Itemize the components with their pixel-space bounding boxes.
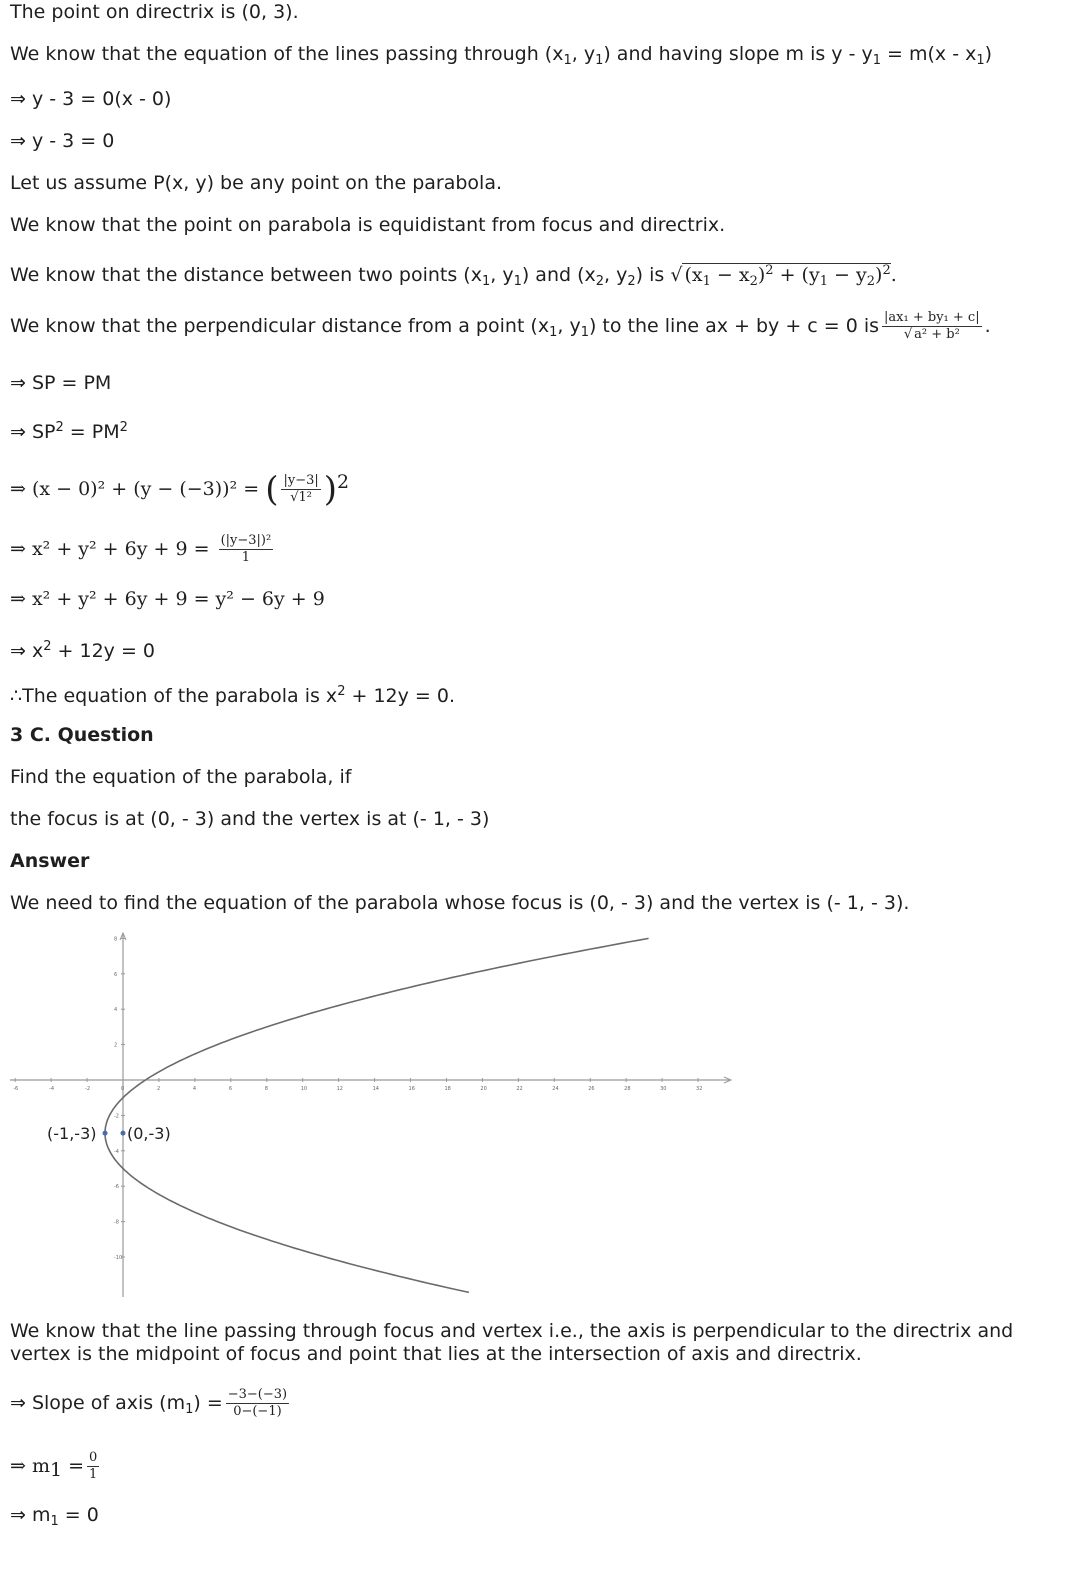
conclusion-line: ∴The equation of the parabola is $x^2 + 12y = 0$. (10, 684, 456, 707)
x-tick-label: -6 (13, 1086, 19, 1092)
text-line: ⇒ y - 3 = 0(x - 0) (10, 88, 172, 110)
text-line: We know that the point on parabola is equidistant from focus and directrix. (10, 214, 726, 236)
parabola-graph (0, 925, 760, 1310)
x-tick-label: 12 (336, 1086, 344, 1092)
slope-line: ⇒ $m_1$ = $\frac{0}{1}$ (10, 1450, 98, 1482)
x-tick-label: 32 (696, 1086, 703, 1092)
text-line: The point on directrix is (0, 3). (10, 1, 299, 23)
x-tick-label: 8 (264, 1086, 268, 1092)
x-tick-label: 20 (480, 1086, 487, 1092)
y-tick-label: -8 (114, 1219, 119, 1226)
text-line: vertex is the midpoint of focus and point that lies at the intersection of axis and directrix. (10, 1343, 862, 1365)
question-heading: 3 C. Question (10, 724, 154, 746)
question-text: the focus is at (0, - 3) and the vertex is at (- 1, - 3) (10, 808, 490, 830)
text-line: We need to find the equation of the parabola whose focus is (0, - 3) and the vertex is (- 1, - 3). (10, 892, 910, 914)
x-tick-label: 0 (121, 1086, 125, 1092)
text-line: Let us assume P(x, y) be any point on the parabola. (10, 172, 503, 194)
equation-line: ⇒ x² + y² + 6y + 9 = y² − 6y + 9 (10, 588, 325, 610)
question-text: Find the equation of the parabola, if (10, 766, 352, 788)
point-marker (121, 1131, 126, 1136)
distance-formula-line: We know that the distance between two points ($x_1$, $y_1$) and ($x_2$, $y_2$) is √ $(x_1 - x_2)^2 + (y_1 - y_2)^2$. (10, 263, 897, 289)
x-tick-label: 30 (660, 1086, 667, 1092)
text-line: ⇒ $SP^2 = PM^2$ (10, 420, 128, 443)
text-line: ⇒ SP = PM (10, 372, 112, 394)
x-tick-label: 14 (372, 1086, 379, 1092)
point-label: (0,-3) (127, 1124, 171, 1144)
y-tick-label: 2 (114, 1042, 118, 1049)
y-tick-label: -10 (114, 1255, 123, 1261)
y-tick-label: 8 (114, 936, 118, 943)
distance-fraction: $\frac{\text{|ax₁ + by₁ + c|}}{\text{√ a² + b²}}$ (884, 310, 980, 342)
x-tick-label: 22 (516, 1086, 523, 1092)
x-tick-label: 18 (444, 1086, 451, 1092)
text-line: We know that the line passing through focus and vertex i.e., the axis is perpendicular to the directrix and (10, 1320, 1014, 1342)
text-line: ⇒ y - 3 = 0 (10, 130, 115, 152)
x-tick-label: -4 (49, 1086, 55, 1092)
x-tick-label: 10 (300, 1086, 308, 1092)
parabola-curve (105, 938, 649, 1292)
x-tick-label: 16 (408, 1086, 415, 1092)
slope-line: ⇒ $m_1 = 0$ (10, 1504, 99, 1529)
x-tick-label: 6 (228, 1086, 233, 1092)
x-tick-label: 4 (192, 1086, 197, 1092)
perpendicular-distance-line: We know that the perpendicular distance from a point ($x_1$, $y_1$) to the line ax + by + c = 0 is $\frac{\text{|ax₁ + by₁ + c|}}{\text{√ a² + b²}}$ . (10, 310, 991, 342)
y-tick-label: -4 (114, 1148, 119, 1155)
equation-line: ⇒ (x − 0)² + (y − (−3))² = ( $\frac{|y-3|}{\text{√1²}}$ )$^2$ (10, 469, 350, 510)
y-tick-label: -6 (114, 1184, 119, 1191)
x-tick-label: 28 (624, 1086, 631, 1092)
y-tick-label: -2 (114, 1113, 119, 1120)
equation-line: ⇒ x² + y² + 6y + 9 = $\frac{\text{(|y−3|)²}}{1}$ (10, 533, 272, 565)
x-tick-label: 24 (552, 1086, 559, 1092)
point-label: (-1,-3) (47, 1124, 97, 1144)
x-tick-label: 26 (588, 1086, 595, 1092)
y-tick-label: 6 (114, 971, 118, 978)
y-tick-label: 4 (114, 1007, 118, 1014)
answer-heading: Answer (10, 850, 90, 872)
x-tick-label: 2 (156, 1086, 161, 1092)
x-tick-label: -2 (85, 1086, 91, 1092)
text-line: We know that the equation of the lines passing through ($x_1$, $y_1$) and having slope m is $y - y_1 = m(x - x_1)$ (10, 43, 993, 68)
point-marker (103, 1131, 108, 1136)
text-line: ⇒ $x^2 + 12y = 0$ (10, 639, 156, 662)
slope-line: ⇒ Slope of axis $(m_1)$ = $\frac{-3-(-3)}{0-(-1)}$ (10, 1387, 288, 1419)
